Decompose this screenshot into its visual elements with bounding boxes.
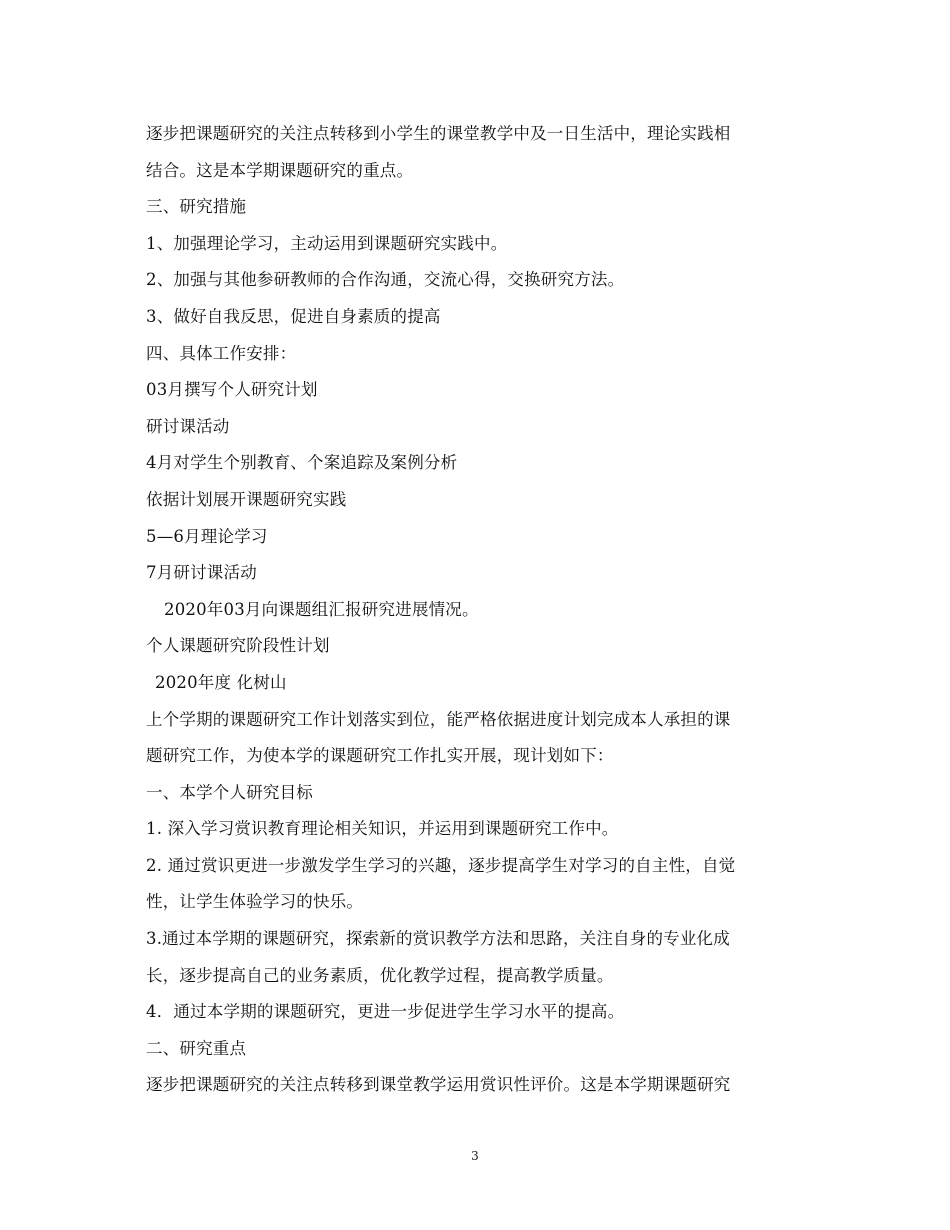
list-item: 性，让学生体验学习的快乐。 [146, 892, 364, 912]
schedule-item: 4月对学生个别教育、个案追踪及案例分析 [146, 453, 458, 473]
list-item: 1、加强理论学习，主动运用到课题研究实践中。 [146, 233, 508, 253]
section-heading: 二、研究重点 [146, 1038, 247, 1058]
list-item: 3.通过本学期的课题研究，探索新的赏识教学方法和思路，关注自身的专业化成 [146, 929, 730, 949]
list-item: 2、加强与其他参研教师的合作沟通，交流心得，交换研究方法。 [146, 270, 625, 290]
schedule-item: 研讨课活动 [146, 416, 230, 436]
paragraph-line: 结合。这是本学期课题研究的重点。 [146, 160, 414, 180]
section-heading: 三、研究措施 [146, 197, 247, 217]
section-heading: 四、具体工作安排： [146, 343, 297, 363]
document-title: 个人课题研究阶段性计划 [146, 636, 330, 656]
list-item: 1. 深入学习赏识教育理论相关知识，并运用到课题研究工作中。 [146, 819, 619, 839]
paragraph-line: 题研究工作，为使本学的课题研究工作扎实开展，现计划如下： [146, 746, 614, 766]
paragraph-line: 逐步把课题研究的关注点转移到课堂教学运用赏识性评价。这是本学期课题研究 [146, 1075, 731, 1095]
document-subtitle: 2020年度 化树山 [155, 672, 287, 692]
list-item: 2. 通过赏识更进一步激发学生学习的兴趣，逐步提高学生对学习的自主性，自觉 [146, 855, 736, 875]
schedule-item: 03月撰写个人研究计划 [146, 380, 318, 400]
schedule-item: 2020年03月向课题组汇报研究进展情况。 [164, 599, 479, 619]
page-number: 3 [471, 1149, 479, 1163]
document-body [146, 116, 826, 1104]
schedule-item: 7月研讨课活动 [146, 563, 257, 583]
paragraph-line: 逐步把课题研究的关注点转移到小学生的课堂教学中及一日生活中，理论实践相 [146, 124, 731, 143]
list-item: 长，逐步提高自己的业务素质，优化教学过程，提高教学质量。 [146, 965, 614, 985]
schedule-item: 依据计划展开课题研究实践 [146, 489, 347, 509]
list-item: 4．通过本学期的课题研究，更进一步促进学生学习水平的提高。 [146, 1002, 625, 1022]
schedule-item: 5—6月理论学习 [146, 526, 268, 546]
paragraph-line: 上个学期的课题研究工作计划落实到位，能严格依据进度计划完成本人承担的课 [146, 709, 731, 729]
list-item: 3、做好自我反思，促进自身素质的提高 [146, 306, 441, 326]
section-heading: 一、本学个人研究目标 [146, 782, 313, 802]
